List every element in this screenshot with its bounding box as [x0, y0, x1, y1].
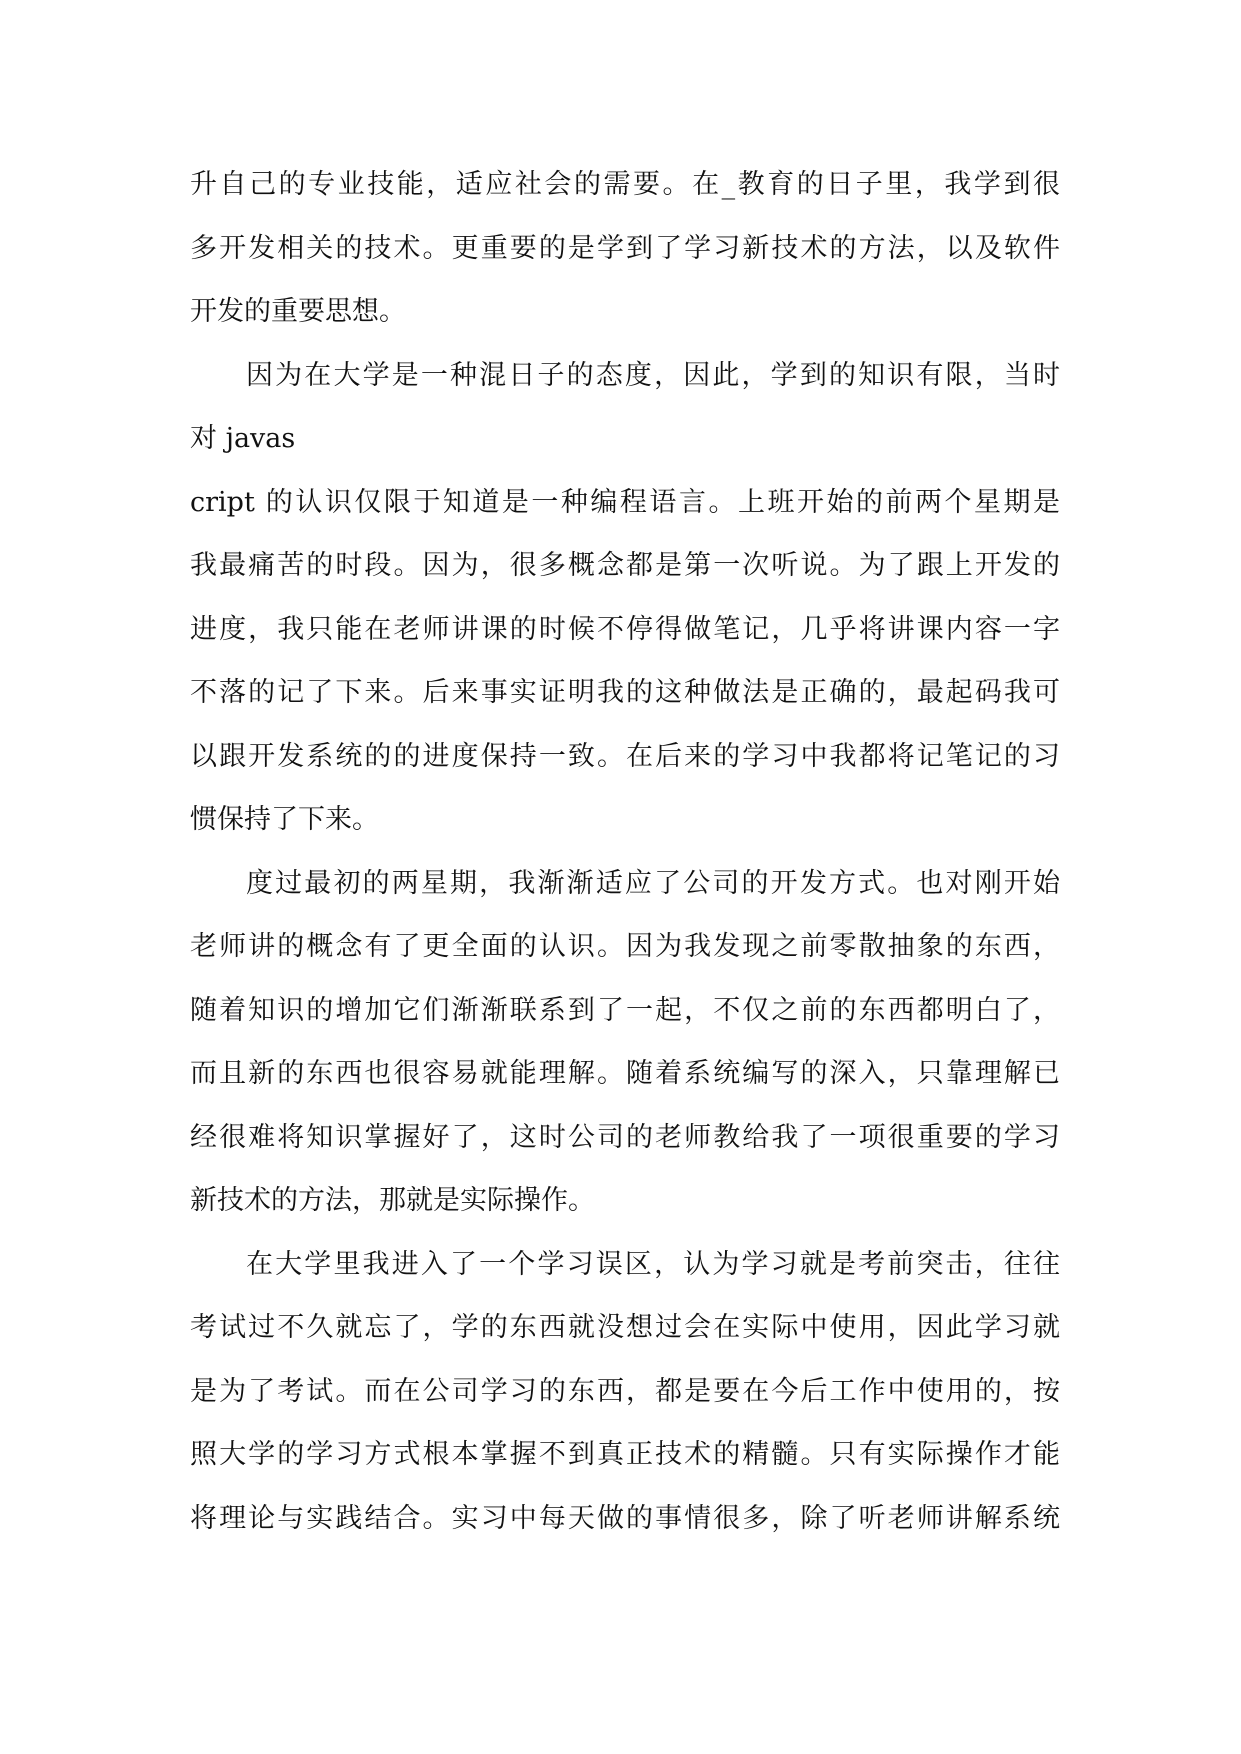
text-line: 随着知识的增加它们渐渐联系到了一起，不仅之前的东西都明白了，: [190, 995, 1060, 1026]
text-line: 因为在大学是一种混日子的态度，因此，学到的知识有限，当时: [246, 360, 1060, 391]
text-line: cript 的认识仅限于知道是一种编程语言。上班开始的前两个星期是: [190, 487, 1060, 518]
text-line: 开发的重要思想。: [190, 296, 406, 327]
text-line: 度过最初的两星期，我渐渐适应了公司的开发方式。也对刚开始: [246, 868, 1060, 899]
text-line: 以跟开发系统的的进度保持一致。在后来的学习中我都将记笔记的习: [190, 741, 1060, 772]
text-line: 是为了考试。而在公司学习的东西，都是要在今后工作中使用的，按: [190, 1376, 1060, 1407]
text-line: 我最痛苦的时段。因为，很多概念都是第一次听说。为了跟上开发的: [190, 550, 1060, 581]
text-line: 不落的记了下来。后来事实证明我的这种做法是正确的，最起码我可: [190, 677, 1060, 708]
text-line: 将理论与实践结合。实习中每天做的事情很多，除了听老师讲解系统: [190, 1503, 1060, 1534]
text-line: 在大学里我进入了一个学习误区，认为学习就是考前突击，往往: [246, 1249, 1060, 1280]
text-line: 惯保持了下来。: [190, 804, 379, 835]
text-line: 照大学的学习方式根本掌握不到真正技术的精髓。只有实际操作才能: [190, 1439, 1060, 1470]
text-line: 多开发相关的技术。更重要的是学到了学习新技术的方法，以及软件: [190, 233, 1060, 264]
text-line: 考试过不久就忘了，学的东西就没想过会在实际中使用，因此学习就: [190, 1312, 1060, 1343]
text-line: 升自己的专业技能，适应社会的需要。在_教育的日子里，我学到很: [190, 169, 1060, 200]
text-line: 经很难将知识掌握好了，这时公司的老师教给我了一项很重要的学习: [190, 1122, 1060, 1153]
text-line: 而且新的东西也很容易就能理解。随着系统编写的深入，只靠理解已: [190, 1058, 1060, 1089]
text-line: 对 javas: [190, 423, 296, 454]
text-line: 新技术的方法，那就是实际操作。: [190, 1185, 595, 1216]
text-line: 老师讲的概念有了更全面的认识。因为我发现之前零散抽象的东西，: [190, 931, 1060, 962]
text-line: 进度，我只能在老师讲课的时候不停得做笔记，几乎将讲课内容一字: [190, 614, 1060, 645]
